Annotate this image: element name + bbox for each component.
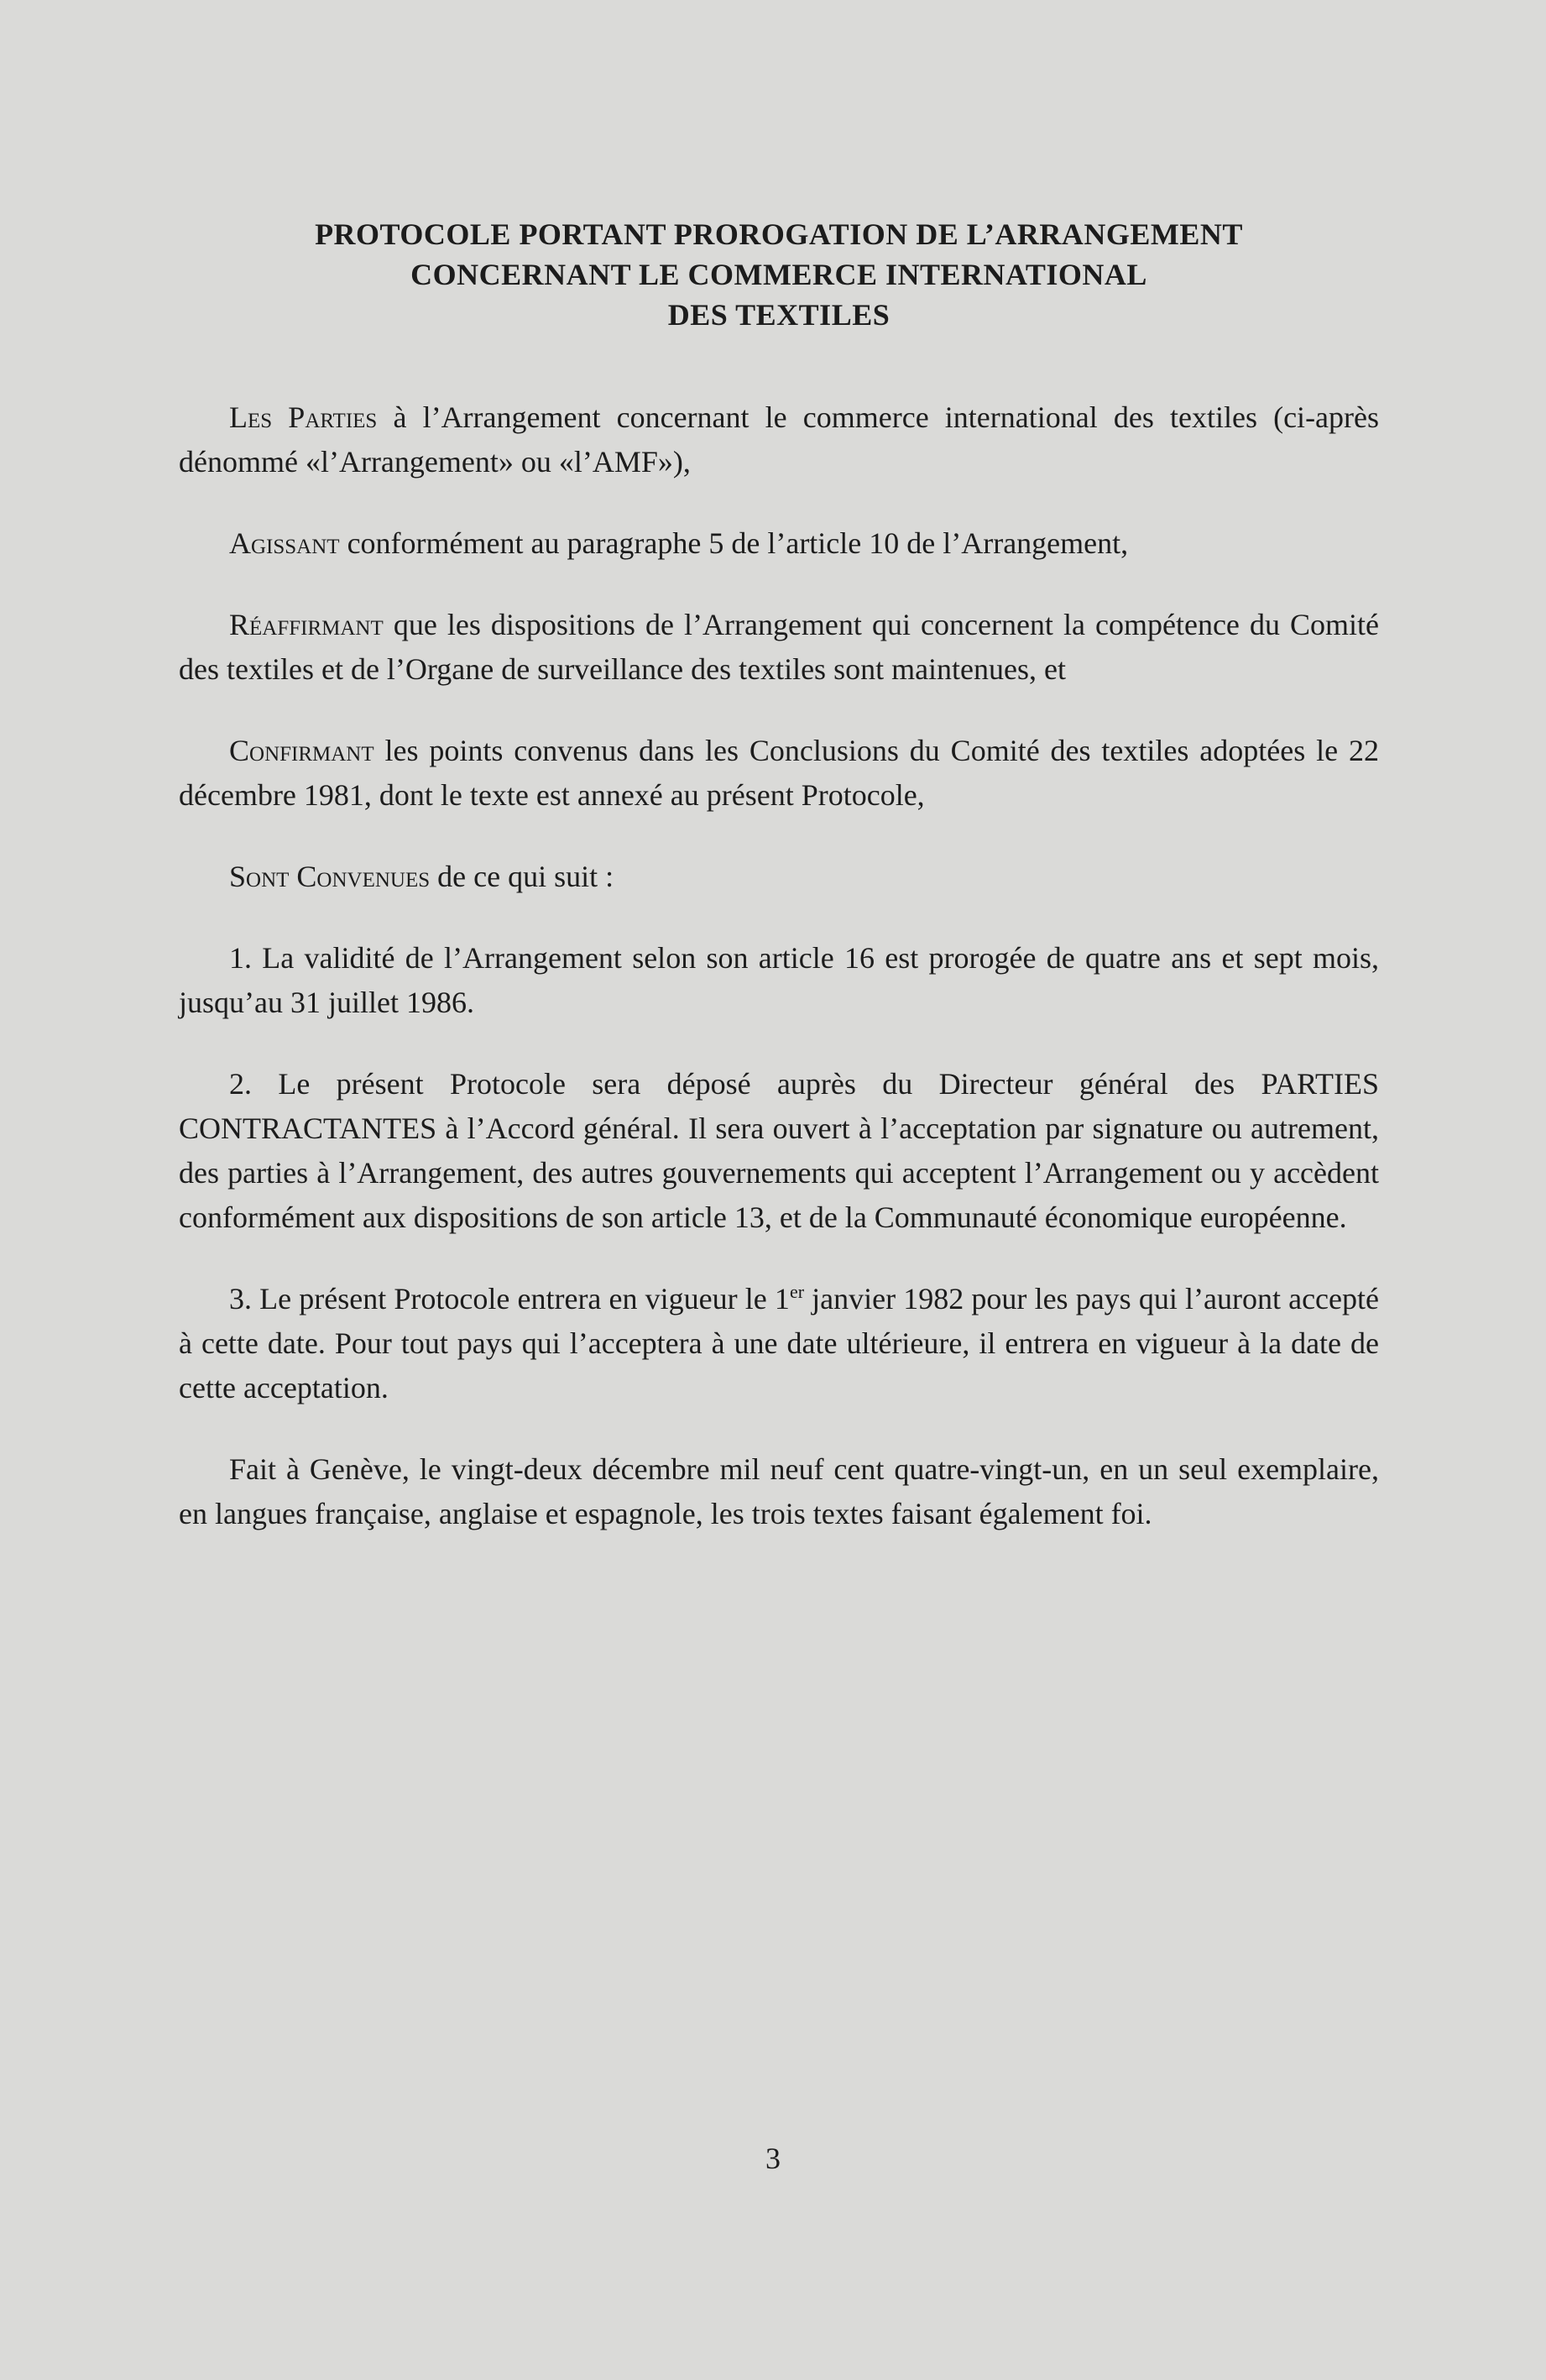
closing-paragraph: Fait à Genève, le vingt-deux décembre mil neuf cent quatre-vingt-un, en un seul exemplaire, en langues française, anglaise et espagnole, les trois textes faisant également foi. [179,1452,1379,1530]
article-3 [179,1277,1379,1410]
article-2: 2. Le présent Protocole sera déposé auprès du Directeur général des PARTIES CONTRACTANTES à l’Accord général. Il sera ouvert à l’acceptation par signature ou autrement, des parties à l’Arrangement, des autres gouvernements qui acceptent l’Arrangement ou y accèdent conformément aux dispositions de son article 13, et de la Communauté économique européenne. [179,1067,1379,1234]
sont-convenues-text: de ce qui suit : [430,860,614,893]
sont-convenues-lead: Sont Convenues [229,860,431,893]
preamble-lead: Les Parties [229,400,378,434]
agissant-lead: Agissant [229,526,340,560]
preamble-text: à l’Arrangement concernant le commerce international des textiles (ci-après dénommé «l’Arrangement» ou «l’AMF»), [179,400,1380,479]
title-line-1: PROTOCOLE PORTANT PROROGATION DE L’ARRANGEMENT [315,217,1243,251]
title-line-2: CONCERNANT LE COMMERCE INTERNATIONAL [410,258,1147,291]
title-line-3: DES TEXTILES [667,298,891,332]
document-body [179,214,1379,1573]
article-3-before: 3. Le présent Protocole entrera en vigueur le 1 [229,1282,790,1316]
reaffirmant-paragraph [179,603,1379,692]
agissant-paragraph [179,521,1379,566]
page-number: 3 [765,2142,781,2175]
article-3-superscript: er [789,1281,805,1302]
confirmant-lead: Confirmant [229,734,374,767]
agissant-text: conformément au paragraphe 5 de l’article 10 de l’Arrangement, [339,526,1129,560]
preamble-paragraph [179,395,1379,484]
confirmant-paragraph [179,729,1379,818]
confirmant-text: les points convenus dans les Conclusions du Comité des textiles adoptées le 22 décembre 1981, dont le texte est annexé au présent Protocole, [179,734,1379,812]
reaffirmant-lead: Réaffirmant [229,608,384,641]
article-1: 1. La validité de l’Arrangement selon son article 16 est prorogée de quatre ans et sept mois, jusqu’au 31 juillet 1986. [179,941,1379,1019]
article-3-after: janvier 1982 pour les pays qui l’auront accepté à cette date. Pour tout pays qui l’acceptera à une date ultérieure, il entrera en vigueur à la date de cette acceptation. [179,1282,1379,1404]
reaffirmant-text: que les dispositions de l’Arrangement qui concernent la compétence du Comité des textiles et de l’Organe de surveillance des textiles sont maintenues, et [179,608,1379,686]
sont-convenues-paragraph [179,855,1379,899]
document-title [179,214,1379,335]
